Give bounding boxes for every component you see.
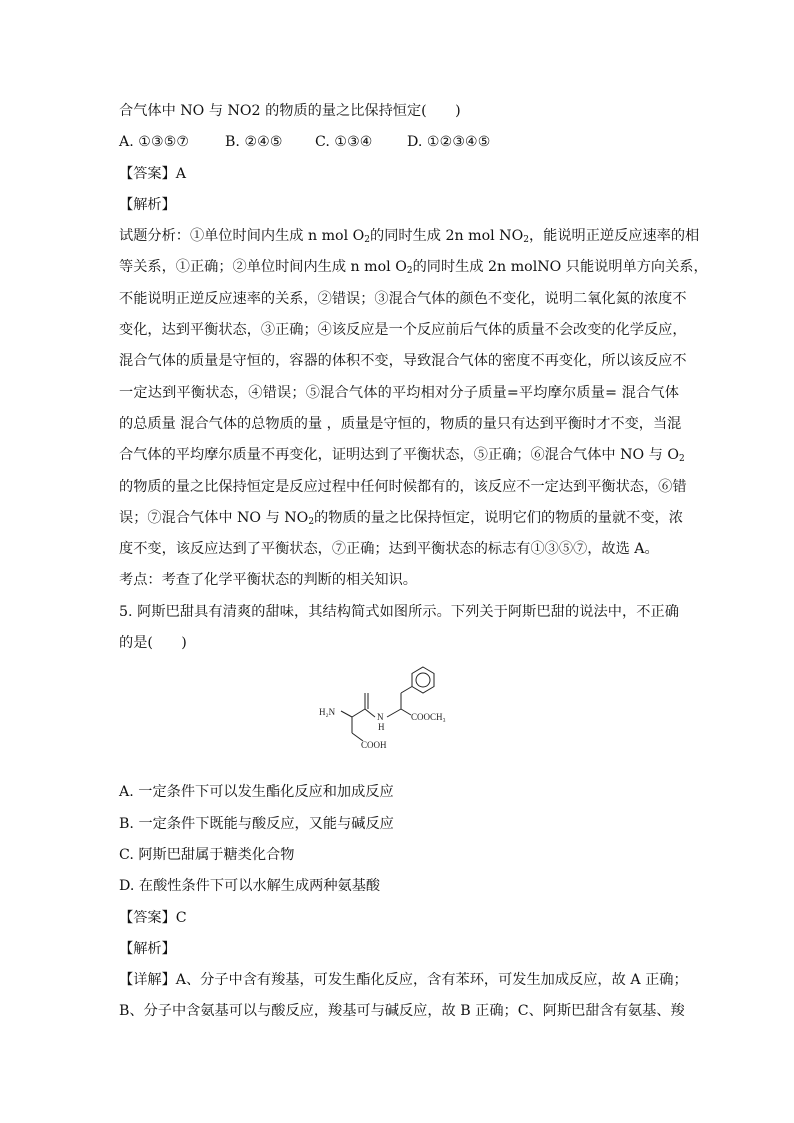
document-page — [119, 96, 708, 1028]
q4-option-d: D. ①②③④⑤ — [407, 134, 491, 151]
q4-option-a: A. ①③⑤⑦ — [119, 134, 190, 151]
analysis-line: 的物质的量之比保持恒定是反应过程中任何时候都有的，该反应不一定达到平衡状态，⑥错 — [119, 478, 687, 495]
q4-option-c: C. ①③④ — [315, 134, 373, 151]
amide-n-label: N — [377, 712, 384, 723]
q5-option-a: A. 一定条件下可以发生酯化反应和加成反应 — [119, 784, 394, 801]
q5-option-d: D. 在酸性条件下可以水解生成两种氨基酸 — [119, 878, 381, 895]
q4-kaodian: 考点：考查了化学平衡状态的判断的相关知识。 — [119, 572, 417, 589]
analysis-line: 等关系，①正确；②单位时间内生成 n mol $O_2$的同时生成 2n molNO 只能说明单方向关系， — [119, 259, 708, 277]
aspartame-structure-figure — [119, 659, 679, 777]
analysis-line: 混合气体的质量是守恒的，容器的体积不变，导致混合气体的密度不再变化，所以该反应不 — [119, 353, 687, 370]
q5-analysis-heading: 【解析】 — [119, 940, 176, 957]
q5-detail-line: B、分子中含氨基可以与酸反应，羧基可与碱反应，故 B 正确；C、阿斯巴甜含有氨基、羧 — [119, 1003, 685, 1020]
analysis-line: 一定达到平衡状态，④错误；⑤混合气体的平均相对分子质量=平均摩尔质量= 混合气体 — [119, 384, 679, 401]
analysis-line: 度不变，该反应达到了平衡状态，⑦正确；达到平衡状态的标志有①③⑤⑦，故选 A。 — [119, 541, 659, 558]
analysis-line: 误；⑦混合气体中 NO 与 $NO_2$的物质的量之比保持恒定，说明它们的物质的量就不变，浓 — [119, 509, 683, 527]
q5-detail-line: 【详解】A、分子中含有羧基，可发生酯化反应，含有苯环，可发生加成反应，故 A 正确； — [119, 972, 688, 989]
amine-label: H₂N — [319, 707, 336, 718]
analysis-line: 变化，达到平衡状态，③正确；④该反应是一个反应前后气体的质量不会改变的化学反应， — [119, 322, 687, 339]
analysis-line: 合气体的平均摩尔质量不再变化，证明达到了平衡状态，⑤正确；⑥混合气体中 NO 与 $O_2$ — [119, 447, 685, 465]
q5-option-b: B. 一定条件下既能与酸反应，又能与碱反应 — [119, 815, 394, 832]
q4-options — [119, 127, 679, 158]
q4-stem-tail: 合气体中 NO 与 NO2 的物质的量之比保持恒定( ) — [119, 103, 461, 119]
ester-label: COOCH₃ — [411, 712, 446, 723]
aspartame-structure-svg — [319, 665, 446, 777]
analysis-line: 的总质量 混合气体的总物质的量 ，质量是守恒的，物质的量只有达到平衡时才不变，当混 — [119, 415, 682, 432]
analysis-line: 试题分析：①单位时间内生成 n mol $O_2$的同时生成 2n mol $NO_2$，能说明正逆反应速率的相 — [119, 228, 700, 246]
analysis-line: 不能说明正逆反应速率的关系，②错误；③混合气体的颜色不变化，说明二氧化氮的浓度不 — [119, 290, 687, 307]
q4-answer: 【答案】A — [119, 165, 186, 182]
acid-label: COOH — [361, 740, 387, 751]
q4-option-b: B. ②④⑤ — [225, 134, 283, 151]
q5-answer: 【答案】C — [119, 909, 187, 926]
q5-stem-line2: 的是( ) — [119, 635, 187, 652]
q4-analysis — [119, 221, 708, 565]
q5-option-c: C. 阿斯巴甜属于糖类化合物 — [119, 846, 295, 863]
q5-stem-line1: 5. 阿斯巴甜具有清爽的甜味，其结构简式如图所示。下列关于阿斯巴甜的说法中，不正确 — [119, 603, 679, 620]
amide-h-label: H — [378, 722, 385, 733]
q4-analysis-heading: 【解析】 — [119, 196, 176, 213]
